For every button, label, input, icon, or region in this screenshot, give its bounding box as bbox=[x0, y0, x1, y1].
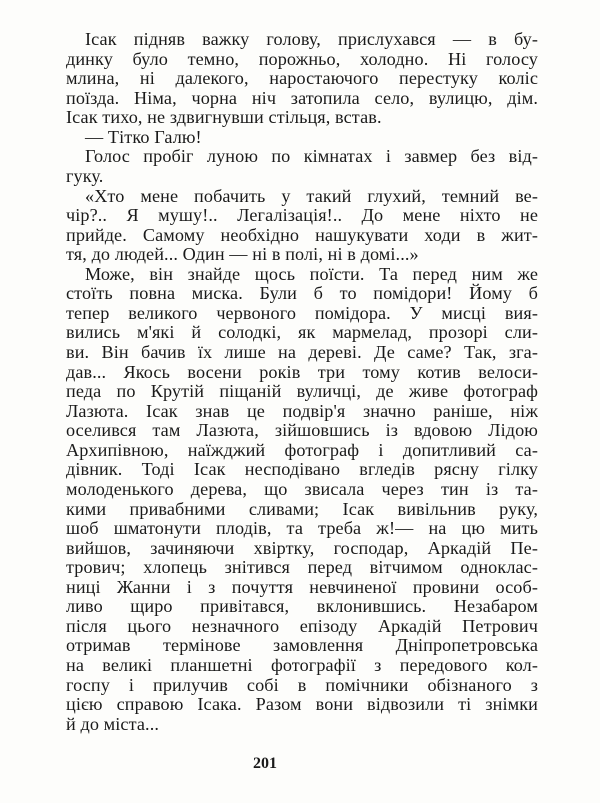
text-line: Архипівною, наїжджий фотограф і допитливий са- bbox=[66, 439, 538, 460]
text-line: отримав термінове замовлення Дніпропетровська bbox=[66, 635, 538, 656]
text-line: прийде. Самому необхідно нашукувати ходи в жит- bbox=[66, 224, 538, 245]
text-line: стоїть повна миска. Були б то помідори! Йому б bbox=[66, 283, 538, 304]
text-line: молоденького дерева, що звисала через тин із та- bbox=[66, 478, 538, 499]
text-line: гуку. bbox=[66, 165, 104, 186]
text-line: ливо щиро привітався, вклонившись. Незабаром bbox=[66, 596, 538, 617]
text-line: вились м'які й солодкі, як мармелад, прозорі сли- bbox=[66, 322, 538, 343]
text-line: госпу і прилучив собі в помічники обізнаного з bbox=[66, 674, 538, 695]
text-line: — Тітко Галю! bbox=[85, 126, 202, 147]
text-line: Ісак підняв важку голову, прислухався — в бу- bbox=[85, 29, 538, 49]
text-line: ви. Він бачив їх лише на дереві. Де саме? Так, зга- bbox=[66, 342, 538, 362]
text-line: цією справою Ісака. Разом вони відвозили ті знімки bbox=[66, 694, 538, 715]
text-line: Може, він знайде щось поїсти. Та перед ним же bbox=[85, 263, 538, 284]
text-line: й до міста... bbox=[66, 713, 159, 734]
paragraph bbox=[66, 265, 538, 735]
page-number: 201 bbox=[253, 755, 277, 772]
text-line: Ісак тихо, не здвигнувши стільця, встав. bbox=[66, 107, 382, 128]
paragraph bbox=[66, 128, 538, 148]
text-line: трович; хлопець знітився перед вітчимом одноклас- bbox=[66, 557, 538, 578]
text-line: динку було темно, порожньо, холодно. Ні голосу bbox=[66, 48, 538, 69]
text-line: тя, до людей... Один — ні в полі, ні в домі...» bbox=[66, 244, 419, 265]
paragraph bbox=[66, 147, 538, 186]
paragraph bbox=[66, 30, 538, 128]
text-line: чір?.. Я мушу!.. Легалізація!.. До мене ніхто не bbox=[66, 205, 538, 226]
body-text bbox=[66, 30, 538, 734]
text-line: дав... Якось восени років три тому котив велоси- bbox=[66, 361, 538, 382]
text-line: оселився там Лазюта, зійшовшись із вдовою Лідою bbox=[66, 420, 538, 441]
text-line: Голос пробіг луною по кімнатах і завмер без від- bbox=[85, 146, 538, 167]
text-line: поїзда. Німа, чорна ніч затопила село, вулицю, дім. bbox=[66, 87, 538, 108]
text-line: вийшов, зачиняючи хвіртку, господар, Аркадій Пе- bbox=[66, 537, 538, 558]
text-line: кими привабними сливами; Ісак вивільнив руку, bbox=[66, 498, 538, 519]
text-line: на великі планшетні фотографії з передового кол- bbox=[66, 655, 538, 675]
paragraph bbox=[66, 187, 538, 265]
text-line: Лазюта. Ісак знав це подвір'я значно раніше, ніж bbox=[66, 400, 538, 421]
text-line: ниці Жанни і з почуття невчиненої провини особ- bbox=[66, 576, 538, 597]
text-line: педа по Крутій піщаній вуличці, де живе фотограф bbox=[66, 381, 538, 402]
text-line: шоб шматонути плодів, та треба ж!— на цю мить bbox=[66, 518, 538, 539]
text-line: тепер великого червоного помідора. У мисці вия- bbox=[66, 302, 538, 323]
text-line: дівник. Тоді Ісак несподівано вгледів рясну гілку bbox=[66, 459, 538, 480]
text-line: після цього незначного епізоду Аркадій Петрович bbox=[66, 615, 538, 636]
text-line: «Хто мене побачить у такий глухий, темний ве- bbox=[85, 185, 538, 206]
text-line: млина, ні далекого, наростаючого перестуку коліс bbox=[66, 68, 538, 89]
